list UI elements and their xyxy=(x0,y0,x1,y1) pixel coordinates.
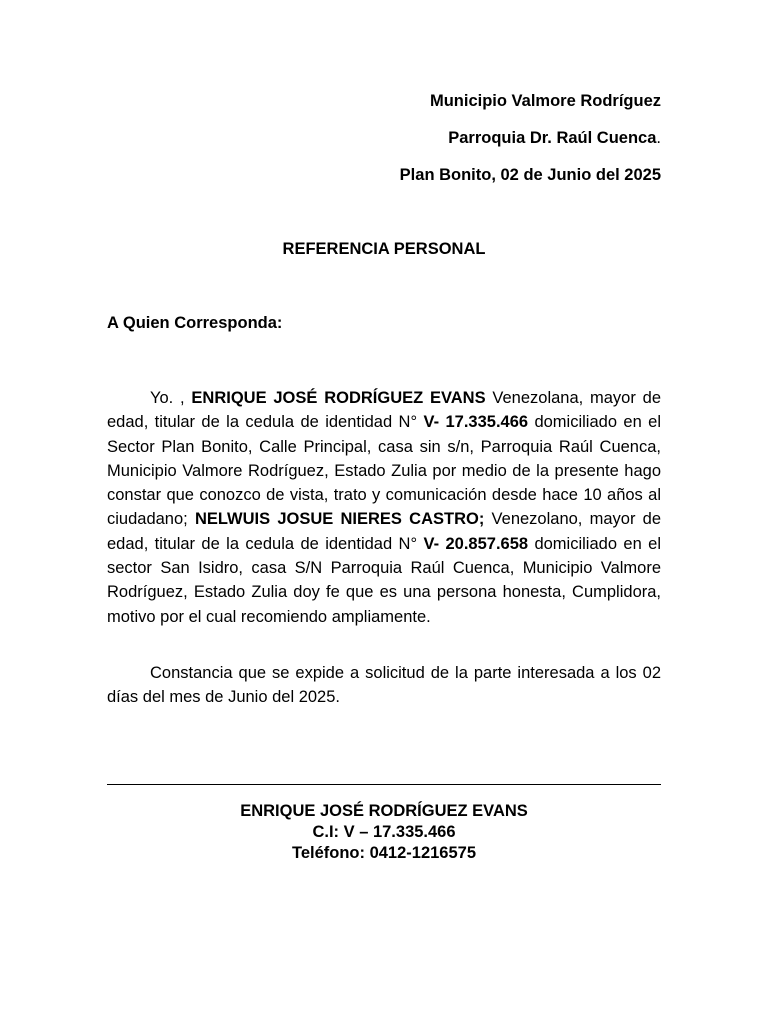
body-paragraph-1 xyxy=(107,386,661,629)
p1-text-09: domiciliado en el sector San Isidro, casa S/N Parroquia Raúl Cuenca, Municipio Valmore Rodríguez, Estado Zulia doy fe que es una persona honesta, Cumplidora, motivo por el cual recomiendo ampliamente. xyxy=(107,534,661,626)
referenced-name: NELWUIS JOSUE NIERES CASTRO; xyxy=(194,510,485,529)
header-municipio: Municipio Valmore Rodríguez xyxy=(429,92,661,110)
p1-text-05: domiciliado en el Sector Plan Bonito, Calle Principal, casa sin s/n, Parroquia Raúl Cuenca, Municipio Valmore Rodríguez, Estado Zulia por medio de la presente hago constar que conozco de vista, trato y comunicación desde hace 10 años al ciudadano; xyxy=(107,413,661,529)
signature-ci: C.I: V – 17.335.466 xyxy=(312,823,456,841)
declarant-name: ENRIQUE JOSÉ RODRÍGUEZ EVANS xyxy=(191,389,486,407)
p1-text-01: Yo. , xyxy=(150,389,192,407)
p1-text-03: Venezolana, mayor de edad, titular de la cedula de identidad N° xyxy=(107,389,661,432)
signature-name: ENRIQUE JOSÉ RODRÍGUEZ EVANS xyxy=(240,802,528,820)
header-place-date: Plan Bonito, 02 de Junio del 2025 xyxy=(399,166,661,184)
header-parroquia-period: . xyxy=(656,129,661,147)
salutation: A Quien Corresponda: xyxy=(107,314,283,332)
referenced-id: V- 20.857.658 xyxy=(423,534,529,553)
p2-text: Constancia que se expide a solicitud de la parte interesada a los 02 días del mes de Junio del 2025. xyxy=(107,664,661,707)
body-paragraph-2 xyxy=(107,661,661,710)
p1-text-07: Venezolano, mayor de edad, titular de la cedula de identidad N° xyxy=(107,510,662,553)
header-parroquia-text: Parroquia Dr. Raúl Cuenca xyxy=(448,129,657,147)
signature-line xyxy=(107,784,661,785)
signature-phone: Teléfono: 0412-1216575 xyxy=(291,844,477,862)
document-title: REFERENCIA PERSONAL xyxy=(282,240,486,258)
header-parroquia xyxy=(448,129,661,148)
declarant-id: V- 17.335.466 xyxy=(423,413,529,432)
